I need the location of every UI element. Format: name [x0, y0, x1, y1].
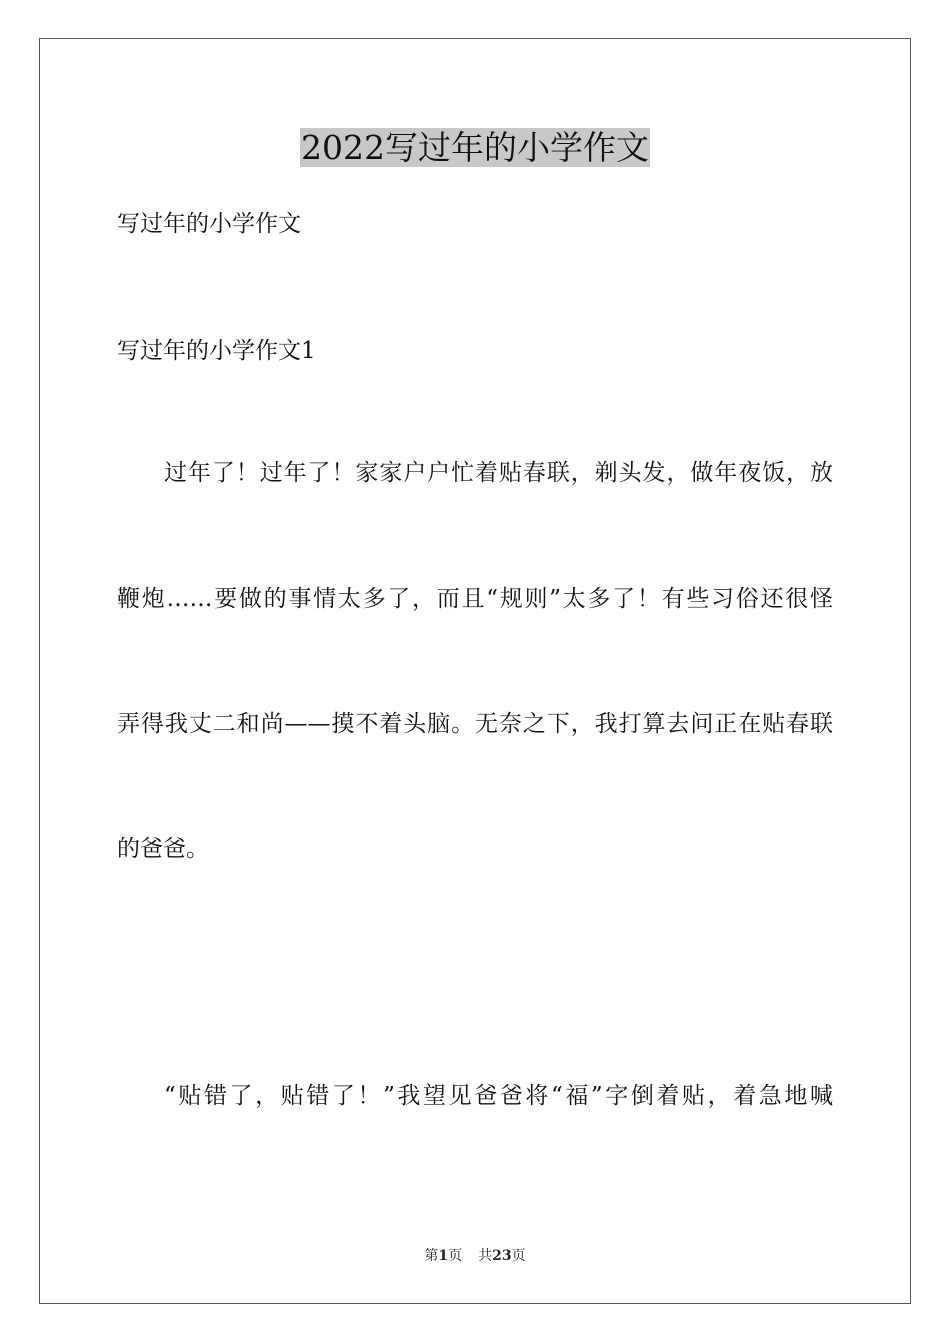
document-title — [0, 126, 950, 170]
section-heading: 写过年的小学作文1 — [117, 338, 316, 364]
paragraph2-line-1: “贴错了，贴错了！”我望见爸爸将“福”字倒着贴，着急地喊 — [164, 1083, 833, 1109]
document-title-text: 2022写过年的小学作文 — [301, 128, 649, 167]
footer-total-pages: 23 — [492, 1248, 512, 1264]
paragraph1-line-4: 的爸爸。 — [117, 836, 209, 862]
footer-page-prefix: 第 — [424, 1248, 439, 1264]
footer-total-suffix: 页 — [511, 1248, 526, 1264]
document-subtitle: 写过年的小学作文 — [117, 211, 301, 237]
footer-page-number: 1 — [438, 1248, 449, 1264]
paragraph1-line-2: 鞭炮……要做的事情太多了，而且“规则”太多了！有些习俗还很怪 — [117, 586, 833, 612]
page-footer — [0, 1246, 950, 1266]
paragraph1-line-3: 弄得我丈二和尚——摸不着头脑。无奈之下，我打算去问正在贴春联 — [117, 711, 833, 737]
paragraph1-line-1: 过年了！过年了！家家户户忙着贴春联，剃头发，做年夜饭，放 — [164, 460, 833, 486]
footer-total-prefix: 共 — [478, 1248, 493, 1264]
footer-page-suffix: 页 — [448, 1248, 463, 1264]
